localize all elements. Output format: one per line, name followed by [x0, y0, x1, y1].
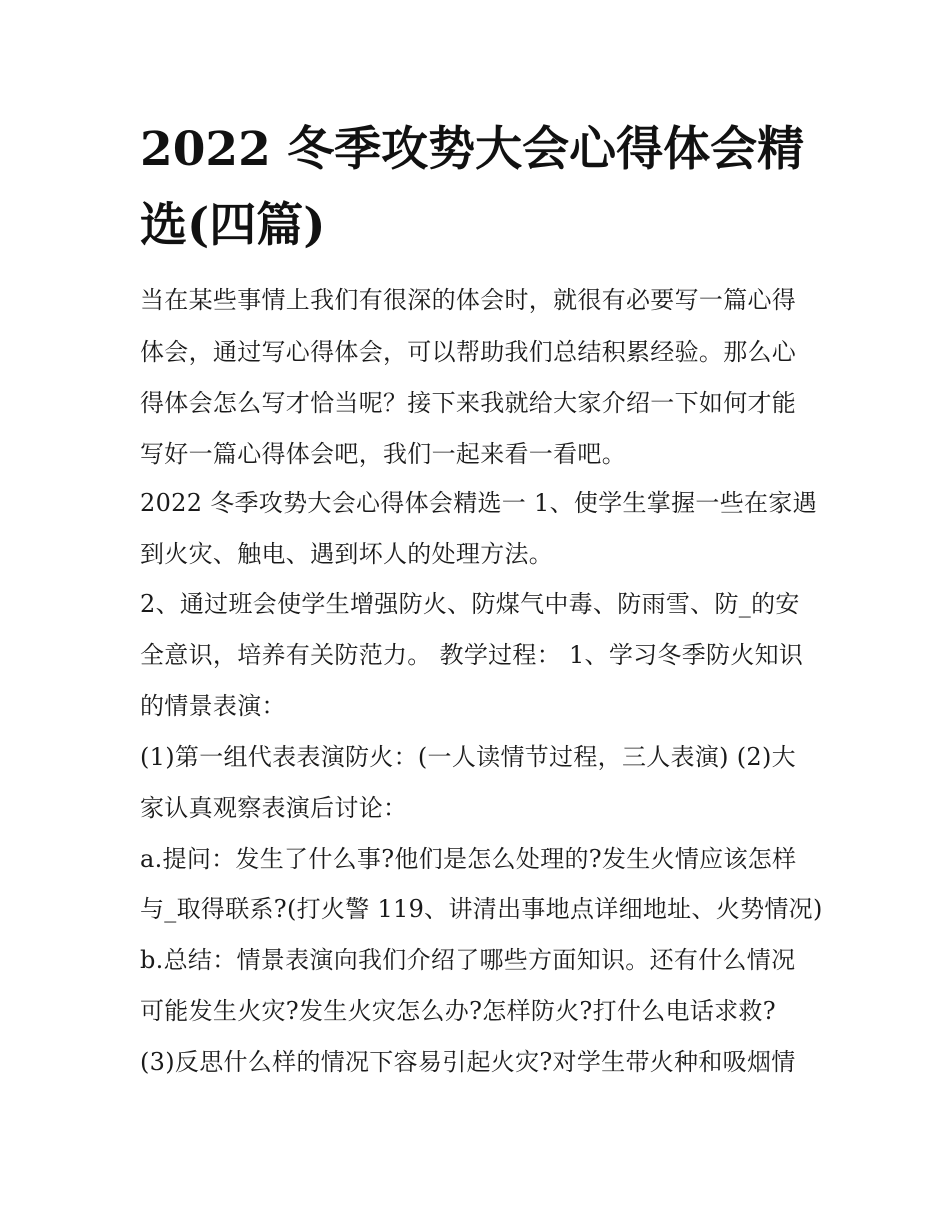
paragraph-line: 2、通过班会使学生增强防火、防煤气中毒、防雨雪、防_的安 — [140, 590, 800, 618]
paragraph-line: 体会，通过写心得体会，可以帮助我们总结积累经验。那么心 — [140, 338, 797, 366]
paragraph-line: 写好一篇心得体会吧，我们一起来看一看吧。 — [140, 440, 626, 468]
paragraph-line: 全意识，培养有关防范力。 教学过程： 1、学习冬季防火知识 — [140, 641, 804, 669]
paragraph-line: 可能发生火灾?发生火灾怎么办?怎样防火?打什么电话求救? — [140, 997, 776, 1025]
paragraph-line: 得体会怎么写才恰当呢？接下来我就给大家介绍一下如何才能 — [140, 389, 797, 417]
title-line-1: 2022 冬季攻势大会心得体会精 — [140, 122, 805, 177]
paragraph-line: 到火灾、触电、遇到坏人的处理方法。 — [140, 540, 554, 568]
paragraph-line: 与_取得联系?(打火警 119、讲清出事地点详细地址、火势情况) — [140, 895, 823, 923]
paragraph-line: (3)反思什么样的情况下容易引起火灾?对学生带火种和吸烟情 — [140, 1048, 796, 1076]
paragraph-line: 家认真观察表演后讨论： — [140, 794, 408, 822]
paragraph-line: 2022 冬季攻势大会心得体会精选一 1、使学生掌握一些在家遇 — [140, 489, 817, 517]
title-line-2: 选(四篇) — [140, 198, 326, 253]
paragraph-line: a.提问：发生了什么事?他们是怎么处理的?发生火情应该怎样 — [140, 845, 797, 873]
paragraph-line: (1)第一组代表表演防火：(一人读情节过程，三人表演) (2)大 — [140, 743, 796, 771]
document-title — [140, 112, 820, 264]
paragraph-line: 的情景表演： — [140, 692, 286, 720]
paragraph-line: b.总结：情景表演向我们介绍了哪些方面知识。还有什么情况 — [140, 946, 796, 974]
paragraph-line: 当在某些事情上我们有很深的体会时，就很有必要写一篇心得 — [140, 286, 797, 314]
